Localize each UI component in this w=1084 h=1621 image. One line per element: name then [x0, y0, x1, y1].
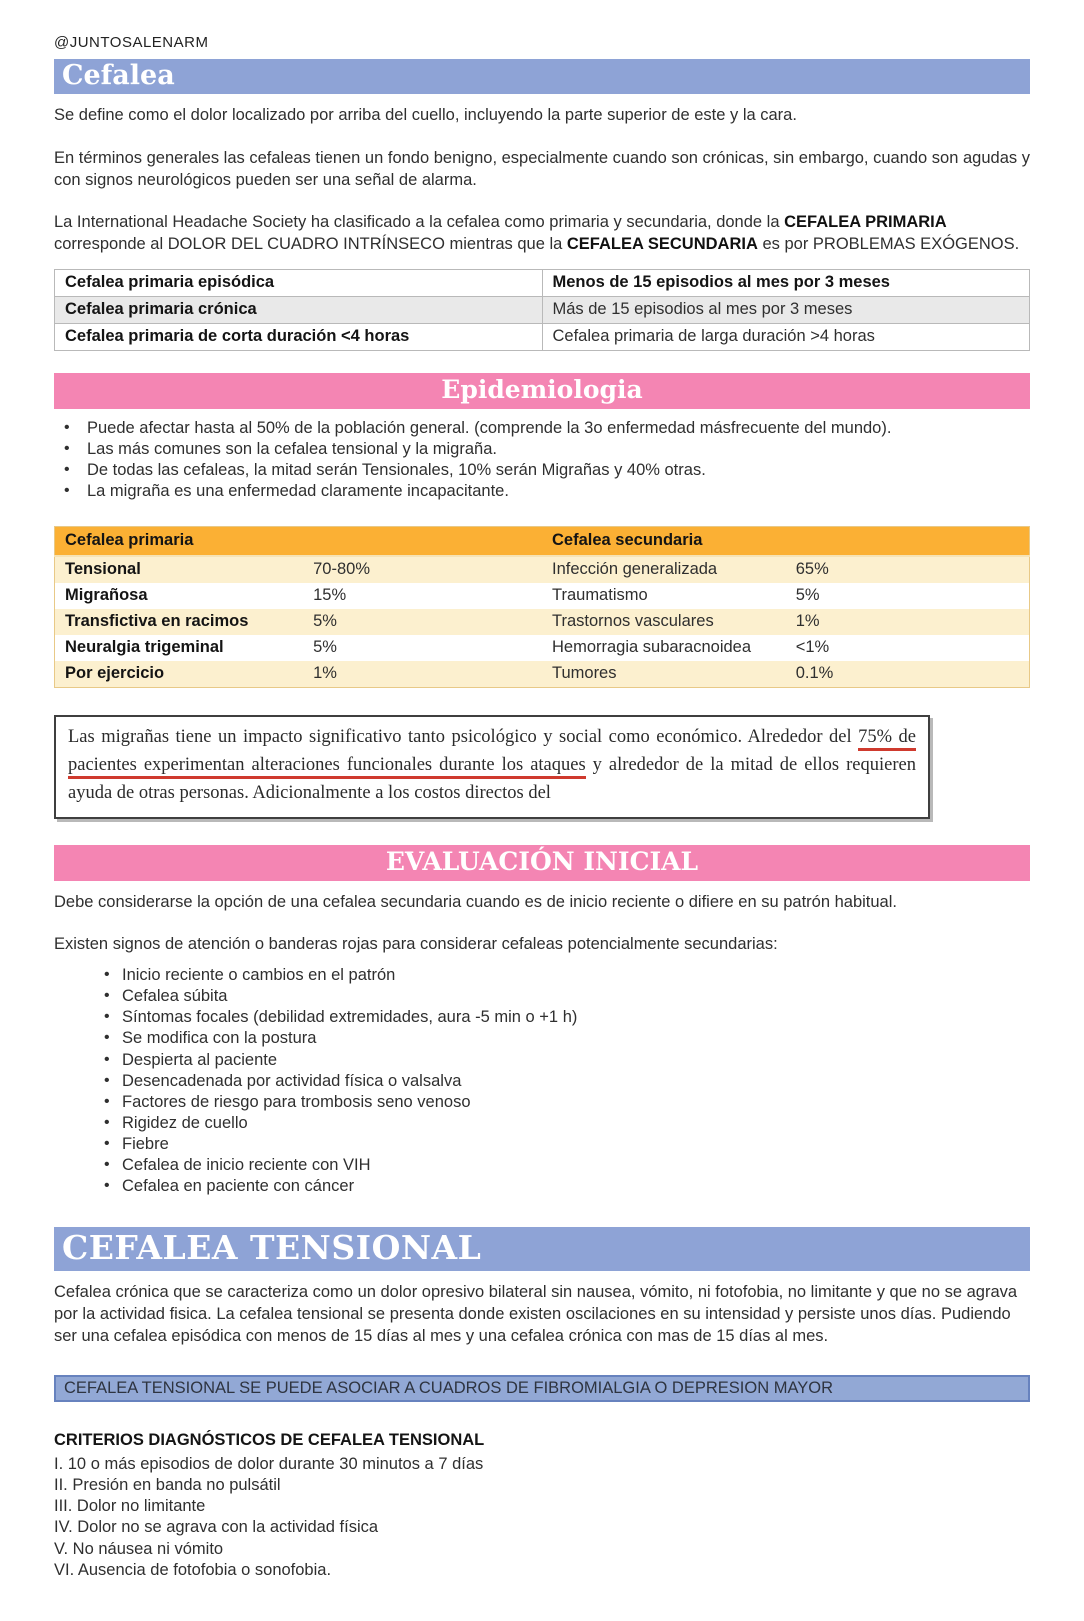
table-row — [55, 556, 1030, 583]
criteria-item: V. No náusea ni vómito — [54, 1539, 224, 1558]
duration-table — [54, 269, 1030, 351]
column-header — [786, 527, 1030, 557]
account-handle: @JUNTOSALENARM — [54, 34, 209, 51]
table-cell: Cefalea primaria de corta duración <4 horas — [55, 323, 543, 350]
table-row — [55, 296, 1030, 323]
evaluacion-paragraph: Debe considerarse la opción de una cefalea secundaria cuando es de inicio reciente o difiere en su patrón habitual. — [54, 892, 897, 911]
table-cell: Traumatismo — [552, 586, 648, 605]
tensional-description-paragraph: Cefalea crónica que se caracteriza como un dolor opresivo bilateral sin nausea, vómito, ni fotofobia, no limitante y que no se agrava por la actividad fisica. La cefalea tensional se presenta donde existen oscilaciones en su intensidad y persiste unos días. Pudiendo ser una cefalea episódica con menos de 15 días al mes y una cefalea crónica con mas de 15 días al mes. — [54, 1283, 1018, 1345]
list-item: • Síntomas focales (debilidad extremidades, aura -5 min o +1 h) — [54, 1007, 1030, 1028]
general-paragraph: En términos generales las cefaleas tienen un fondo benigno, especialmente cuando son crónicas, sin embargo, cuando son agudas y con signos neurológicos pueden ser una señal de alarma. — [54, 148, 1030, 189]
table-cell: 5% — [303, 609, 542, 635]
section-title-epidemiologia: Epidemiologia — [54, 373, 1030, 409]
table-row — [55, 635, 1030, 661]
table-row — [55, 269, 1030, 296]
list-item: • Factores de riesgo para trombosis seno venoso — [54, 1092, 1030, 1113]
table-cell: 1% — [786, 609, 1030, 635]
table-header-row — [55, 527, 1030, 557]
table-cell: Trastornos vasculares — [542, 609, 786, 635]
table-cell: Tumores — [542, 661, 786, 688]
table-cell: Tensional — [55, 556, 304, 583]
table-cell: 5% — [795, 586, 820, 605]
classification-text: es por PROBLEMAS EXÓGENOS. — [757, 235, 1020, 254]
diagnostic-criteria-list — [54, 1454, 1030, 1581]
table-cell: Migrañosa — [65, 586, 148, 605]
table-row — [55, 583, 1030, 609]
table-cell: Neuralgia trigeminal — [65, 638, 224, 657]
criteria-item: III. Dolor no limitante — [54, 1497, 206, 1516]
red-flags-intro-paragraph: Existen signos de atención o banderas rojas para considerar cefaleas potencialmente secundarias: — [54, 935, 778, 954]
cefalea-secundaria-bold: CEFALEA SECUNDARIA — [566, 235, 758, 254]
table-cell: Infección generalizada — [542, 556, 786, 583]
table-row — [55, 661, 1030, 688]
table-cell: Hemorragia subaracnoidea — [552, 638, 752, 657]
table-cell: Por ejercicio — [55, 661, 304, 688]
criteria-item: VI. Ausencia de fotofobia o sonofobia. — [54, 1560, 332, 1579]
red-flags-list — [54, 965, 1030, 1197]
list-item: • Fiebre — [54, 1134, 1030, 1155]
epidemiology-bullet-list — [54, 418, 1030, 502]
page-title: Cefalea — [54, 59, 1030, 94]
list-item: • Puede afectar hasta al 50% de la población general. (comprende la 3o enfermedad másfrecuente del mundo). — [54, 418, 1030, 439]
section-title-evaluacion-inicial: EVALUACIÓN INICIAL — [54, 845, 1030, 881]
list-item: • Se modifica con la postura — [54, 1028, 1030, 1049]
classification-text: La International Headache Society ha clasificado a la cefalea como primaria y secundaria, donde la — [54, 213, 785, 232]
table-cell: 1% — [303, 661, 542, 688]
list-item: • Las más comunes son la cefalea tensional y la migraña. — [54, 439, 1030, 460]
list-item: • Inicio reciente o cambios en el patrón — [54, 965, 1030, 986]
criteria-item: IV. Dolor no se agrava con la actividad física — [54, 1518, 379, 1537]
section-title-cefalea-tensional: CEFALEA TENSIONAL — [54, 1227, 1030, 1271]
list-item: • Desencadenada por actividad física o valsalva — [54, 1071, 1030, 1092]
table-cell: 70-80% — [303, 556, 542, 583]
list-item: • Despierta al paciente — [54, 1050, 1030, 1071]
column-header — [303, 527, 542, 557]
table-row — [55, 609, 1030, 635]
list-item: • Cefalea en paciente con cáncer — [54, 1176, 1030, 1197]
list-item: • La migraña es una enfermedad claramente incapacitante. — [54, 481, 1030, 502]
list-item: • Rigidez de cuello — [54, 1113, 1030, 1134]
column-header: Cefalea primaria — [55, 527, 304, 557]
table-cell: 65% — [786, 556, 1030, 583]
classification-text: corresponde al DOLOR DEL CUADRO INTRÍNSECO mientras que la — [54, 235, 567, 254]
classification-paragraph — [54, 212, 1030, 256]
table-cell: Cefalea primaria episódica — [55, 269, 543, 296]
list-item: • Cefalea súbita — [54, 986, 1030, 1007]
table-cell: Cefalea primaria crónica — [55, 296, 543, 323]
table-cell: 5% — [313, 638, 337, 657]
criteria-item: I. 10 o más episodios de dolor durante 30 minutos a 7 días — [54, 1455, 484, 1474]
impact-text: Las migrañas tiene un impacto significativo tanto psicológico y social como económico. Alrededor del — [68, 727, 859, 748]
table-cell: <1% — [795, 638, 830, 657]
definition-paragraph: Se define como el dolor localizado por arriba del cuello, incluyendo la parte superior de este y la cara. — [54, 106, 797, 125]
impact-text-underlined: 75% de pacientes experimentan alteraciones funcionales durante los ataques — [68, 727, 916, 779]
list-item: • De todas las cefaleas, la mitad serán Tensionales, 10% serán Migrañas y 40% otras. — [54, 460, 1030, 481]
cefalea-primaria-bold: CEFALEA PRIMARIA — [784, 213, 947, 232]
table-cell: Menos de 15 episodios al mes por 3 meses — [542, 269, 1030, 296]
column-header: Cefalea secundaria — [542, 527, 786, 557]
impact-text: y alrededor de la mitad de ellos requieren ayuda de otras personas. Adicionalmente a los costos directos del — [68, 755, 916, 803]
table-cell: Más de 15 episodios al mes por 3 meses — [542, 296, 1030, 323]
table-cell: Cefalea primaria de larga duración >4 horas — [542, 323, 1030, 350]
table-cell: 0.1% — [786, 661, 1030, 688]
table-cell: Transfictiva en racimos — [55, 609, 304, 635]
criteria-title: CRITERIOS DIAGNÓSTICOS DE CEFALEA TENSIONAL — [54, 1431, 485, 1450]
list-item: • Cefalea de inicio reciente con VIH — [54, 1155, 1030, 1176]
epidemiology-percentage-table — [54, 526, 1030, 688]
criteria-item: II. Presión en banda no pulsátil — [54, 1476, 281, 1495]
table-row — [55, 323, 1030, 350]
migraine-impact-quote-box — [54, 715, 930, 818]
table-cell: 15% — [313, 586, 347, 605]
fibromialgia-association-highlight: CEFALEA TENSIONAL SE PUEDE ASOCIAR A CUADROS DE FIBROMIALGIA O DEPRESION MAYOR — [54, 1375, 1030, 1403]
